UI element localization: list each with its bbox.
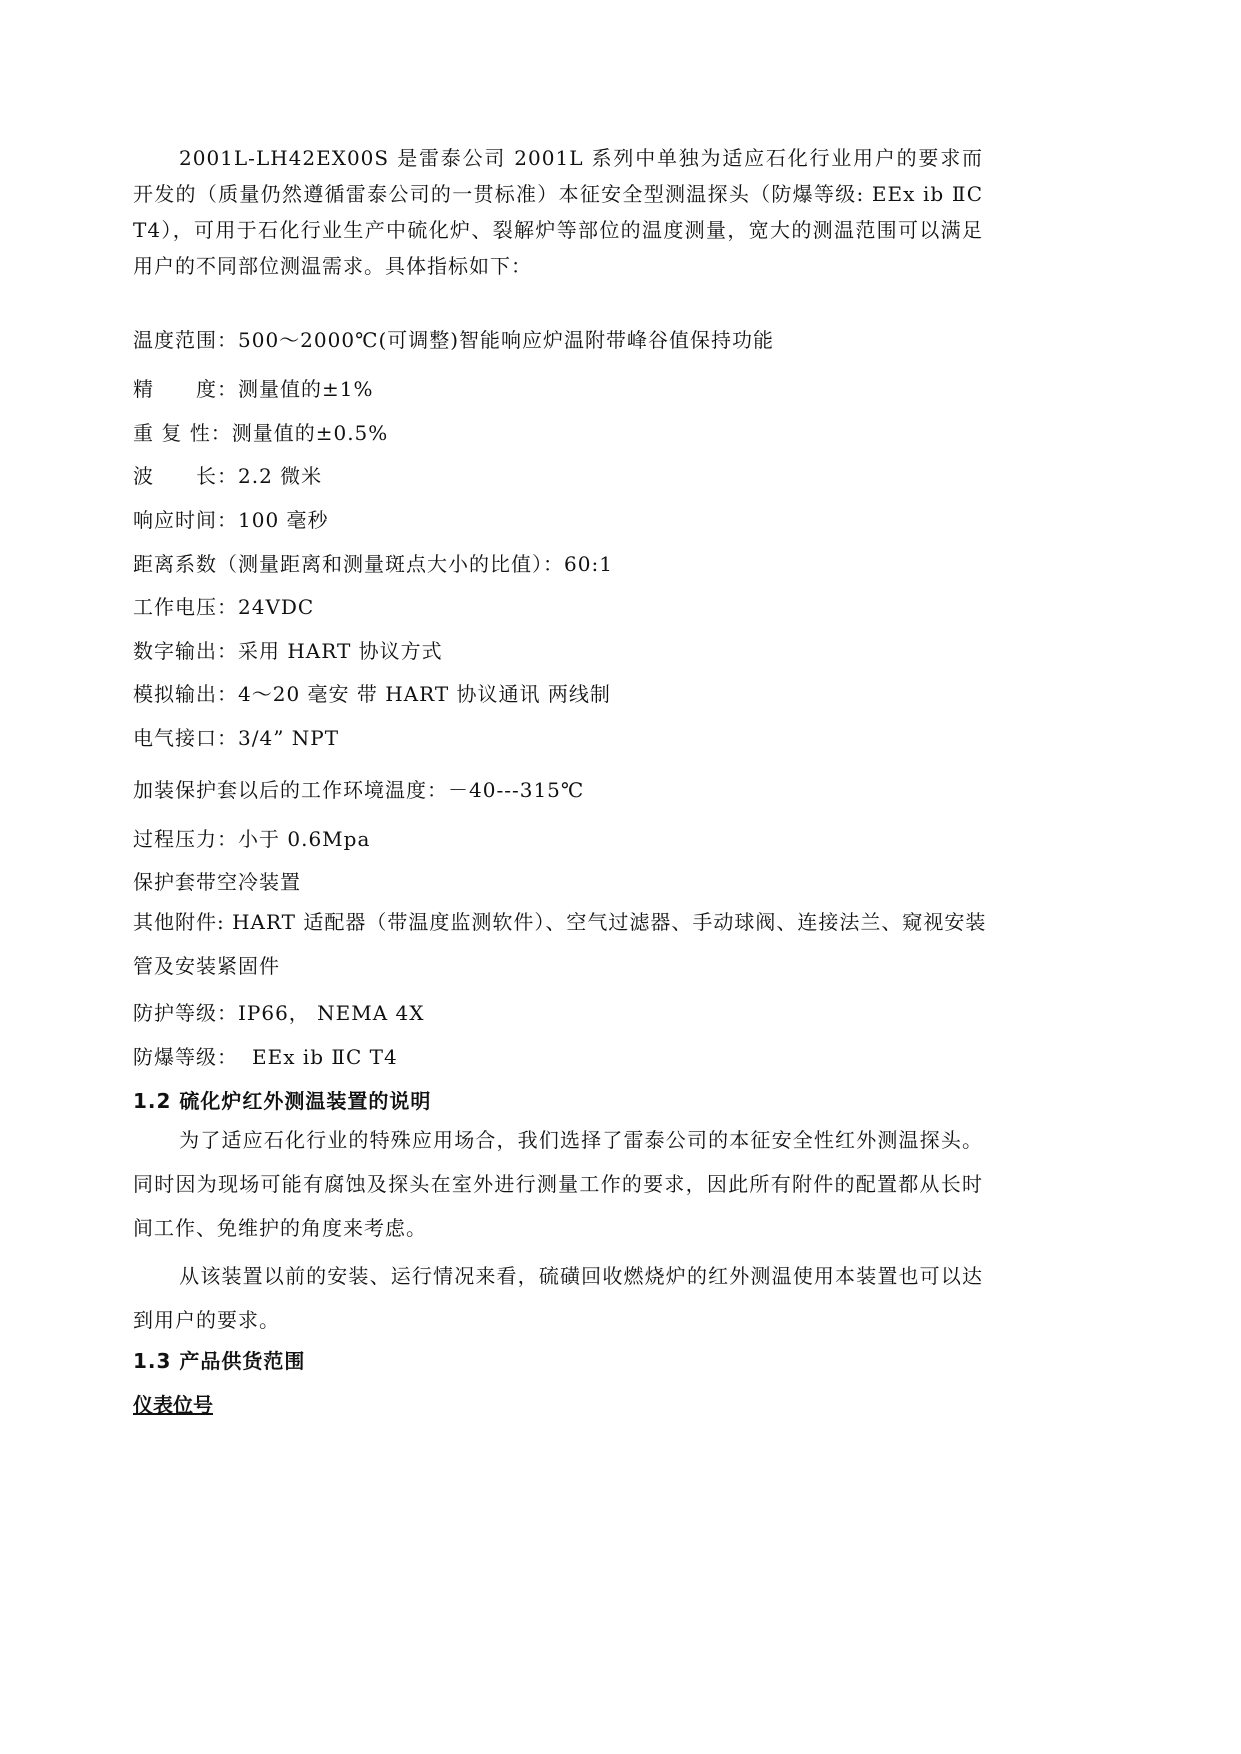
- intro-text: 2001L-LH42EX00S 是雷泰公司 2001L 系列中单独为适应石化行业用户的要求而开发的（质量仍然遵循雷泰公司的一贯标准）本征安全型测温探头（防爆等级: EEx ib ⅡC T4），可用于石化行业生产中硫化炉、裂解炉等部位的温度测量，宽大的测温范围可以满足用户的不同部位测温需求。具体指标如下：: [133, 146, 983, 278]
- spec-response-time: [133, 502, 1033, 538]
- intro-paragraph: [133, 140, 983, 284]
- spec-repeatability: [133, 415, 1033, 451]
- spec-value: 4～20 毫安 带 HART 协议通讯 两线制: [238, 682, 611, 706]
- spec-wavelength: [133, 458, 1033, 494]
- spec-value: －40---315℃: [448, 778, 585, 802]
- spec-label: 防护等级：: [133, 1001, 238, 1025]
- spec-value: 100 毫秒: [238, 508, 329, 532]
- spec-value: 60:1: [564, 552, 613, 576]
- spec-label: 响应时间：: [133, 508, 238, 532]
- spec-protection-rating: [133, 995, 1033, 1031]
- spec-process-pressure: [133, 821, 1033, 857]
- spec-label: 温度范围：: [133, 328, 238, 352]
- spec-label: 波 长：: [133, 464, 238, 488]
- spec-value: 采用 HART 协议方式: [238, 639, 443, 663]
- spec-temperature-range: [133, 322, 1033, 358]
- spec-label: 过程压力：: [133, 827, 238, 851]
- spec-air-cooling: [133, 864, 1033, 900]
- spec-label: 电气接口：: [133, 726, 238, 750]
- spec-distance-ratio: [133, 546, 1033, 582]
- spec-accessories: [133, 900, 993, 988]
- spec-value: 测量值的±0.5%: [231, 421, 389, 445]
- spec-value: 小于 0.6Mpa: [238, 827, 371, 851]
- spec-value: 测量值的±1%: [238, 377, 374, 401]
- spec-label: 重 复 性：: [133, 421, 232, 445]
- spec-value: EEx ib ⅡC T4: [252, 1045, 398, 1069]
- section-heading-1-2: 1.2 硫化炉红外测温装置的说明: [133, 1089, 432, 1113]
- spec-digital-output: [133, 633, 1033, 669]
- instrument-tag-heading: 仪表位号: [133, 1393, 213, 1417]
- spec-value: 3/4” NPT: [238, 726, 340, 750]
- section-1-2-paragraph-1: [133, 1118, 983, 1250]
- spec-label: 距离系数（测量距离和测量斑点大小的比值）：: [133, 552, 564, 576]
- spec-value: 2.2 微米: [238, 464, 323, 488]
- spec-label: 精 度：: [133, 377, 238, 401]
- spec-label: 防爆等级：: [133, 1045, 238, 1069]
- spec-voltage: [133, 589, 1033, 625]
- spec-value: 500～2000℃(可调整)智能响应炉温附带峰谷值保持功能: [238, 328, 775, 352]
- accessories-text: 其他附件: HART 适配器（带温度监测软件）、空气过滤器、手动球阀、连接法兰、窥视安装管及安装紧固件: [133, 910, 987, 978]
- spec-value: 保护套带空冷装置: [133, 870, 301, 894]
- section-1-2-paragraph-2: [133, 1254, 983, 1342]
- spec-label: 加装保护套以后的工作环境温度：: [133, 778, 448, 802]
- spec-explosion-rating: [133, 1039, 1033, 1075]
- spec-ambient-temperature: [133, 772, 1033, 808]
- spec-electrical-interface: [133, 720, 1033, 756]
- spec-label: 模拟输出：: [133, 682, 238, 706]
- spec-label: 数字输出：: [133, 639, 238, 663]
- spec-analog-output: [133, 676, 1033, 712]
- paragraph-text: 从该装置以前的安装、运行情况来看，硫磺回收燃烧炉的红外测温使用本装置也可以达到用户的要求。: [133, 1264, 983, 1332]
- paragraph-text: 为了适应石化行业的特殊应用场合，我们选择了雷泰公司的本征安全性红外测温探头。同时因为现场可能有腐蚀及探头在室外进行测量工作的要求，因此所有附件的配置都从长时间工作、免维护的角度来考虑。: [133, 1128, 983, 1240]
- spec-label: 工作电压：: [133, 595, 238, 619]
- spec-accuracy: [133, 371, 1033, 407]
- spec-value: IP66， NEMA 4X: [238, 1001, 425, 1025]
- section-heading-1-3: 1.3 产品供货范围: [133, 1349, 306, 1373]
- spec-value: 24VDC: [238, 595, 315, 619]
